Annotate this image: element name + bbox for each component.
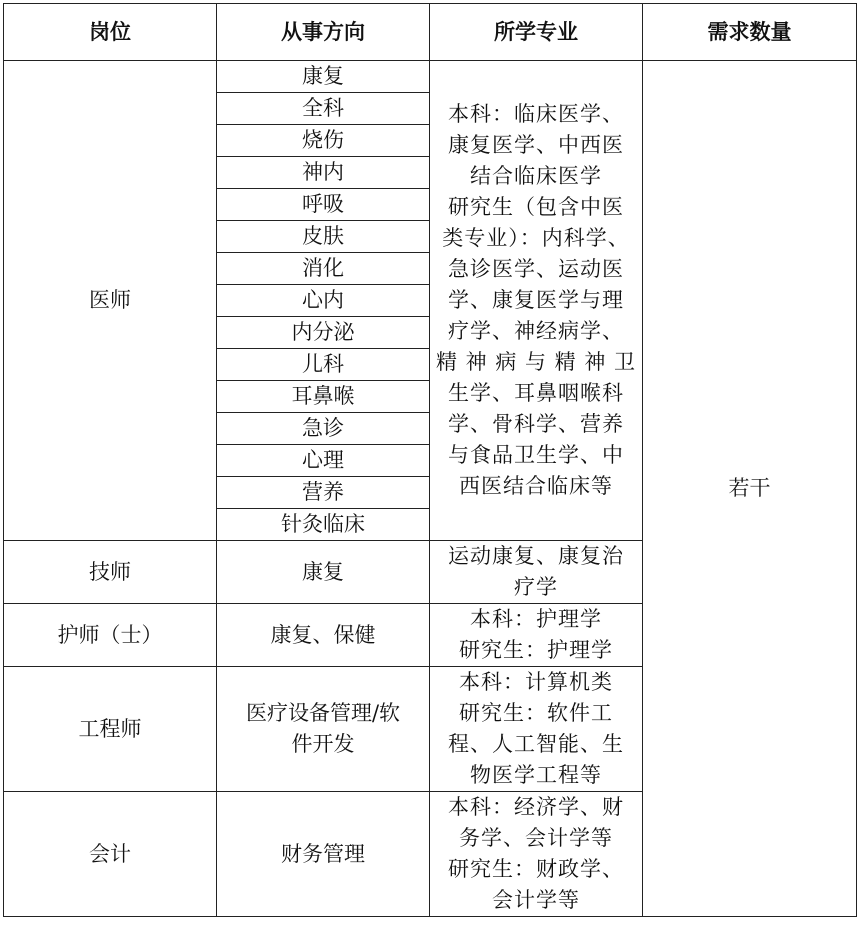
major-line: 本科：护理学	[470, 607, 602, 631]
major-line: 研究生（包含中医	[448, 195, 624, 219]
major-line: 精 神 病 与 精 神 卫	[435, 350, 637, 374]
major-line: 研究生：软件工	[459, 701, 613, 725]
major-line: 运动康复、康复治	[448, 544, 624, 568]
major-cell	[430, 604, 643, 667]
major-line: 物医学工程等	[470, 763, 602, 787]
major-line: 会计学等	[492, 888, 580, 912]
major-line: 康复医学、中西医	[448, 133, 624, 157]
major-line: 务学、会计学等	[459, 826, 613, 850]
position-cell: 医师	[4, 61, 217, 541]
major-cell	[430, 61, 643, 541]
major-line: 本科：临床医学、	[448, 102, 624, 126]
direction-line: 件开发	[291, 732, 355, 756]
direction-cell: 针灸临床	[217, 509, 430, 541]
major-line: 本科：经济学、财	[448, 795, 624, 819]
direction-cell: 耳鼻喉	[217, 381, 430, 413]
direction-cell: 康复、保健	[217, 604, 430, 667]
direction-cell: 烧伤	[217, 125, 430, 157]
major-line: 类专业）：内科学、	[442, 226, 630, 250]
header-row	[4, 4, 857, 61]
major-line: 急诊医学、运动医	[448, 257, 624, 281]
major-line: 生学、耳鼻咽喉科	[448, 381, 624, 405]
major-cell	[430, 792, 643, 917]
direction-cell: 消化	[217, 253, 430, 285]
direction-cell: 康复	[217, 541, 430, 604]
position-cell: 工程师	[4, 667, 217, 792]
direction-cell	[217, 667, 430, 792]
position-cell: 护师（士）	[4, 604, 217, 667]
major-line: 与食品卫生学、中	[448, 443, 624, 467]
major-line: 本科：计算机类	[459, 670, 613, 694]
direction-cell: 心内	[217, 285, 430, 317]
quantity-cell: 若干	[643, 61, 857, 917]
recruitment-table	[3, 3, 857, 917]
direction-cell: 呼吸	[217, 189, 430, 221]
major-line: 程、人工智能、生	[448, 732, 624, 756]
major-line: 学、康复医学与理	[448, 288, 624, 312]
direction-cell: 营养	[217, 477, 430, 509]
direction-cell: 全科	[217, 93, 430, 125]
direction-cell: 心理	[217, 445, 430, 477]
position-cell: 会计	[4, 792, 217, 917]
header-position: 岗位	[4, 4, 217, 61]
major-cell	[430, 541, 643, 604]
direction-cell: 皮肤	[217, 221, 430, 253]
major-line: 研究生：护理学	[459, 638, 613, 662]
direction-cell: 儿科	[217, 349, 430, 381]
major-line: 西医结合临床等	[459, 474, 613, 498]
direction-cell: 急诊	[217, 413, 430, 445]
header-quantity: 需求数量	[643, 4, 857, 61]
direction-cell: 神内	[217, 157, 430, 189]
direction-cell: 财务管理	[217, 792, 430, 917]
major-line: 疗学	[514, 575, 558, 599]
direction-line: 医疗设备管理/软	[245, 701, 401, 725]
major-line: 研究生：财政学、	[448, 857, 624, 881]
major-cell	[430, 667, 643, 792]
direction-cell: 内分泌	[217, 317, 430, 349]
header-direction: 从事方向	[217, 4, 430, 61]
table-row	[4, 61, 857, 93]
position-cell: 技师	[4, 541, 217, 604]
header-major: 所学专业	[430, 4, 643, 61]
direction-cell: 康复	[217, 61, 430, 93]
major-line: 学、骨科学、营养	[448, 412, 624, 436]
major-line: 结合临床医学	[470, 164, 602, 188]
major-line: 疗学、神经病学、	[448, 319, 624, 343]
